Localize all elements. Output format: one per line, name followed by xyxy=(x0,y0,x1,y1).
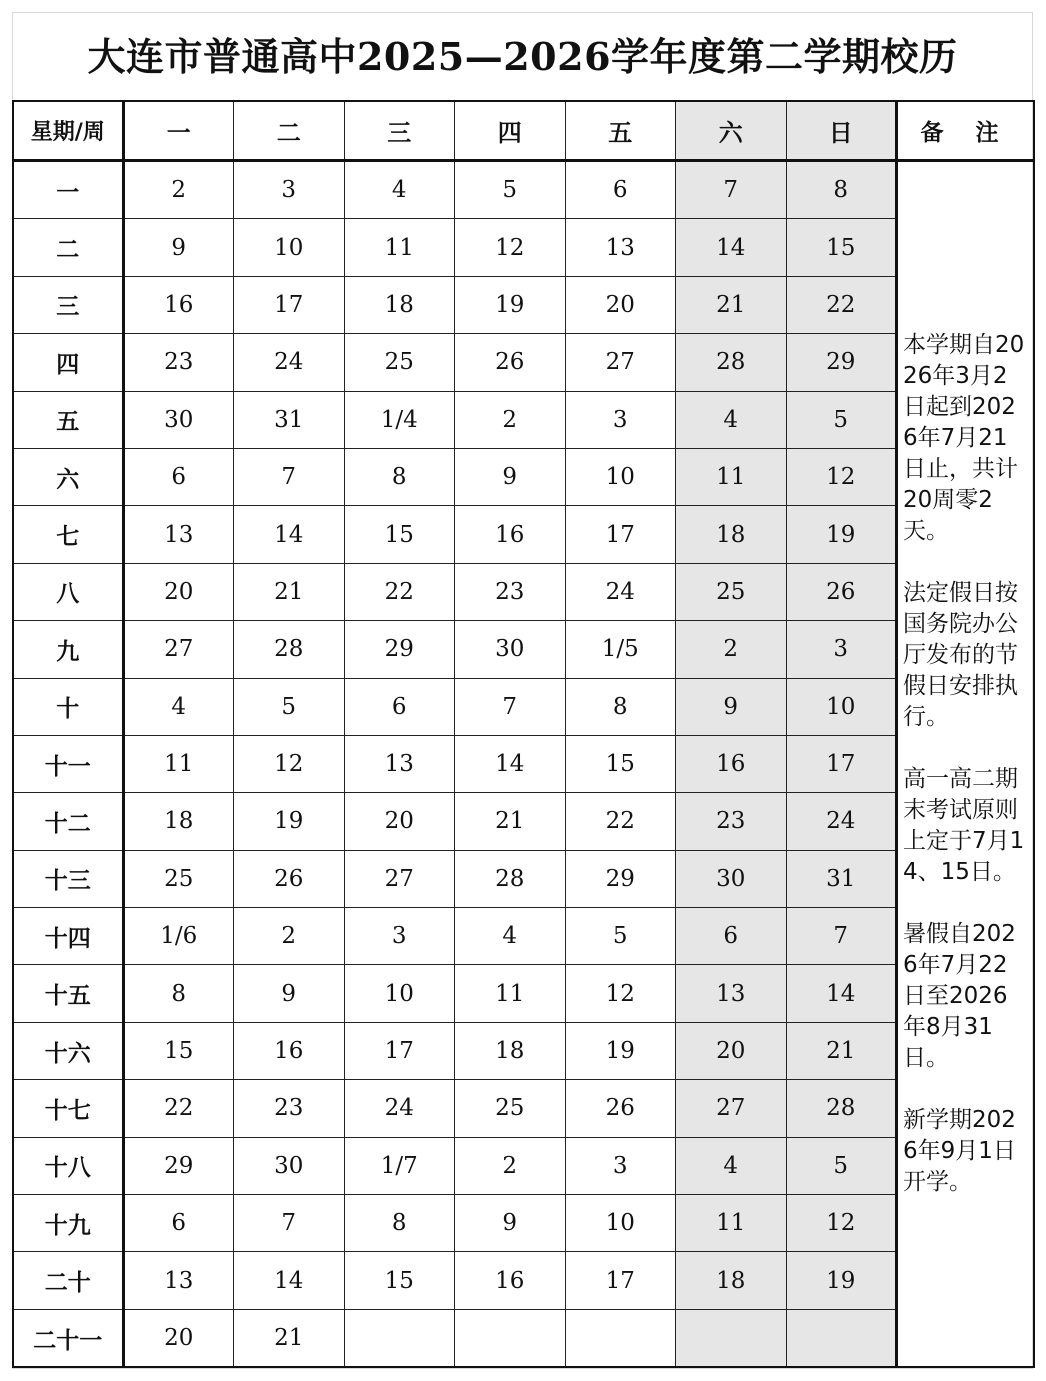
date-cell-wed: 13 xyxy=(344,735,455,792)
calendar-body xyxy=(13,161,1034,1368)
date-cell-mon: 25 xyxy=(123,850,234,907)
date-cell-tue: 31 xyxy=(234,391,345,448)
date-cell-wed: 1/4 xyxy=(344,391,455,448)
date-cell-thu: 9 xyxy=(455,448,566,505)
date-cell-mon: 1/6 xyxy=(123,908,234,965)
date-cell-thu: 5 xyxy=(455,161,566,219)
week-row xyxy=(13,735,1034,792)
date-cell-wed: 3 xyxy=(344,908,455,965)
week-number-cell: 二十一 xyxy=(13,1309,123,1367)
week-number-cell: 二 xyxy=(13,219,123,276)
header-row xyxy=(13,101,1034,161)
date-cell-thu: 25 xyxy=(455,1080,566,1137)
school-calendar-table xyxy=(12,100,1035,1368)
date-cell-fri: 22 xyxy=(565,793,676,850)
week-number-cell: 十 xyxy=(13,678,123,735)
date-cell-wed: 29 xyxy=(344,621,455,678)
date-cell-fri: 19 xyxy=(565,1022,676,1079)
date-cell-sat: 11 xyxy=(676,1195,787,1252)
date-cell-wed: 20 xyxy=(344,793,455,850)
date-cell-wed: 11 xyxy=(344,219,455,276)
date-cell-sun: 19 xyxy=(786,1252,897,1309)
day-header-sun: 日 xyxy=(786,101,897,161)
date-cell-mon: 23 xyxy=(123,334,234,391)
week-number-cell: 一 xyxy=(13,161,123,219)
date-cell-fri: 17 xyxy=(565,1252,676,1309)
week-number-cell: 十一 xyxy=(13,735,123,792)
date-cell-mon: 27 xyxy=(123,621,234,678)
date-cell-fri: 26 xyxy=(565,1080,676,1137)
date-cell-sun: 12 xyxy=(786,1195,897,1252)
date-cell-mon: 13 xyxy=(123,1252,234,1309)
date-cell-tue: 24 xyxy=(234,334,345,391)
day-header-fri: 五 xyxy=(565,101,676,161)
week-number-cell: 二十 xyxy=(13,1252,123,1309)
date-cell-thu xyxy=(455,1309,566,1367)
date-cell-tue: 19 xyxy=(234,793,345,850)
week-number-cell: 十三 xyxy=(13,850,123,907)
date-cell-wed: 25 xyxy=(344,334,455,391)
date-cell-mon: 13 xyxy=(123,506,234,563)
date-cell-thu: 16 xyxy=(455,506,566,563)
date-cell-tue: 16 xyxy=(234,1022,345,1079)
date-cell-tue: 21 xyxy=(234,1309,345,1367)
week-number-cell: 十七 xyxy=(13,1080,123,1137)
date-cell-fri: 17 xyxy=(565,506,676,563)
date-cell-thu: 2 xyxy=(455,1137,566,1194)
date-cell-tue: 5 xyxy=(234,678,345,735)
date-cell-sun: 21 xyxy=(786,1022,897,1079)
date-cell-fri: 3 xyxy=(565,1137,676,1194)
date-cell-thu: 28 xyxy=(455,850,566,907)
date-cell-tue: 12 xyxy=(234,735,345,792)
date-cell-sat: 30 xyxy=(676,850,787,907)
date-cell-sun: 19 xyxy=(786,506,897,563)
date-cell-fri: 13 xyxy=(565,219,676,276)
date-cell-thu: 12 xyxy=(455,219,566,276)
date-cell-thu: 9 xyxy=(455,1195,566,1252)
date-cell-sun: 24 xyxy=(786,793,897,850)
week-number-cell: 五 xyxy=(13,391,123,448)
week-row xyxy=(13,1022,1034,1079)
week-number-cell: 七 xyxy=(13,506,123,563)
date-cell-mon: 4 xyxy=(123,678,234,735)
date-cell-fri: 15 xyxy=(565,735,676,792)
date-cell-thu: 7 xyxy=(455,678,566,735)
date-cell-mon: 16 xyxy=(123,276,234,333)
date-cell-sat: 23 xyxy=(676,793,787,850)
day-header-tue: 二 xyxy=(234,101,345,161)
week-row xyxy=(13,161,1034,219)
date-cell-sun: 5 xyxy=(786,391,897,448)
date-cell-thu: 14 xyxy=(455,735,566,792)
date-cell-mon: 20 xyxy=(123,1309,234,1367)
week-number-cell: 十四 xyxy=(13,908,123,965)
week-row xyxy=(13,448,1034,505)
week-row xyxy=(13,1195,1034,1252)
date-cell-sun: 28 xyxy=(786,1080,897,1137)
week-row xyxy=(13,391,1034,448)
date-cell-tue: 7 xyxy=(234,448,345,505)
date-cell-wed: 27 xyxy=(344,850,455,907)
date-cell-sun: 31 xyxy=(786,850,897,907)
date-cell-fri: 24 xyxy=(565,563,676,620)
date-cell-fri: 10 xyxy=(565,1195,676,1252)
date-cell-fri: 3 xyxy=(565,391,676,448)
date-cell-mon: 9 xyxy=(123,219,234,276)
date-cell-fri: 20 xyxy=(565,276,676,333)
date-cell-tue: 10 xyxy=(234,219,345,276)
note-paragraph: 暑假自2026年7月22日至2026年8月31日。 xyxy=(903,921,1016,1072)
date-cell-wed: 6 xyxy=(344,678,455,735)
day-header-sat: 六 xyxy=(676,101,787,161)
date-cell-mon: 15 xyxy=(123,1022,234,1079)
date-cell-mon: 22 xyxy=(123,1080,234,1137)
week-row xyxy=(13,276,1034,333)
week-row xyxy=(13,563,1034,620)
date-cell-wed: 8 xyxy=(344,1195,455,1252)
date-cell-tue: 7 xyxy=(234,1195,345,1252)
date-cell-mon: 29 xyxy=(123,1137,234,1194)
date-cell-sat: 28 xyxy=(676,334,787,391)
day-header-mon: 一 xyxy=(123,101,234,161)
date-cell-sun: 5 xyxy=(786,1137,897,1194)
date-cell-sun: 15 xyxy=(786,219,897,276)
date-cell-tue: 3 xyxy=(234,161,345,219)
date-cell-sat: 25 xyxy=(676,563,787,620)
date-cell-tue: 17 xyxy=(234,276,345,333)
date-cell-sat: 16 xyxy=(676,735,787,792)
date-cell-wed: 10 xyxy=(344,965,455,1022)
date-cell-sun: 29 xyxy=(786,334,897,391)
notes-column-header: 备 注 xyxy=(897,101,1035,161)
week-row xyxy=(13,850,1034,907)
date-cell-mon: 20 xyxy=(123,563,234,620)
date-cell-mon: 8 xyxy=(123,965,234,1022)
date-cell-fri: 6 xyxy=(565,161,676,219)
date-cell-thu: 30 xyxy=(455,621,566,678)
date-cell-thu: 11 xyxy=(455,965,566,1022)
date-cell-sun xyxy=(786,1309,897,1367)
date-cell-sat: 27 xyxy=(676,1080,787,1137)
date-cell-tue: 26 xyxy=(234,850,345,907)
date-cell-sat: 11 xyxy=(676,448,787,505)
week-row xyxy=(13,621,1034,678)
date-cell-tue: 21 xyxy=(234,563,345,620)
date-cell-fri: 5 xyxy=(565,908,676,965)
date-cell-sat: 13 xyxy=(676,965,787,1022)
week-number-cell: 三 xyxy=(13,276,123,333)
day-header-thu: 四 xyxy=(455,101,566,161)
date-cell-mon: 11 xyxy=(123,735,234,792)
week-row xyxy=(13,1137,1034,1194)
date-cell-thu: 18 xyxy=(455,1022,566,1079)
week-row xyxy=(13,965,1034,1022)
date-cell-sat: 21 xyxy=(676,276,787,333)
week-row xyxy=(13,334,1034,391)
date-cell-tue: 9 xyxy=(234,965,345,1022)
date-cell-tue: 23 xyxy=(234,1080,345,1137)
date-cell-sun: 12 xyxy=(786,448,897,505)
date-cell-tue: 2 xyxy=(234,908,345,965)
week-row xyxy=(13,678,1034,735)
date-cell-mon: 18 xyxy=(123,793,234,850)
date-cell-mon: 6 xyxy=(123,448,234,505)
date-cell-sat: 9 xyxy=(676,678,787,735)
note-paragraph: 新学期2026年9月1日开学。 xyxy=(903,1107,1016,1196)
date-cell-thu: 2 xyxy=(455,391,566,448)
week-column-header: 星期/周 xyxy=(13,101,123,161)
date-cell-wed xyxy=(344,1309,455,1367)
date-cell-sat: 18 xyxy=(676,1252,787,1309)
date-cell-sat: 14 xyxy=(676,219,787,276)
week-row xyxy=(13,1252,1034,1309)
date-cell-wed: 24 xyxy=(344,1080,455,1137)
week-number-cell: 十五 xyxy=(13,965,123,1022)
date-cell-sat: 6 xyxy=(676,908,787,965)
date-cell-tue: 30 xyxy=(234,1137,345,1194)
day-header-wed: 三 xyxy=(344,101,455,161)
date-cell-tue: 28 xyxy=(234,621,345,678)
date-cell-fri: 10 xyxy=(565,448,676,505)
date-cell-thu: 23 xyxy=(455,563,566,620)
date-cell-fri: 12 xyxy=(565,965,676,1022)
date-cell-sun: 7 xyxy=(786,908,897,965)
date-cell-sat: 7 xyxy=(676,161,787,219)
date-cell-thu: 4 xyxy=(455,908,566,965)
date-cell-wed: 1/7 xyxy=(344,1137,455,1194)
note-paragraph: 法定假日按国务院办公厅发布的节假日安排执行。 xyxy=(903,580,1018,731)
date-cell-fri xyxy=(565,1309,676,1367)
date-cell-sat: 2 xyxy=(676,621,787,678)
date-cell-sat: 18 xyxy=(676,506,787,563)
week-row xyxy=(13,1080,1034,1137)
date-cell-fri: 29 xyxy=(565,850,676,907)
date-cell-wed: 22 xyxy=(344,563,455,620)
week-number-cell: 四 xyxy=(13,334,123,391)
date-cell-thu: 19 xyxy=(455,276,566,333)
week-number-cell: 十六 xyxy=(13,1022,123,1079)
week-number-cell: 十二 xyxy=(13,793,123,850)
page-title: 大连市普通高中2025—2026学年度第二学期校历 xyxy=(87,34,958,79)
date-cell-wed: 15 xyxy=(344,1252,455,1309)
date-cell-mon: 2 xyxy=(123,161,234,219)
date-cell-fri: 8 xyxy=(565,678,676,735)
date-cell-fri: 27 xyxy=(565,334,676,391)
week-number-cell: 十八 xyxy=(13,1137,123,1194)
date-cell-wed: 8 xyxy=(344,448,455,505)
note-paragraph: 本学期自2026年3月2日起到2026年7月21日止，共计20周零2天。 xyxy=(903,332,1025,545)
date-cell-sat xyxy=(676,1309,787,1367)
date-cell-tue: 14 xyxy=(234,1252,345,1309)
date-cell-mon: 30 xyxy=(123,391,234,448)
date-cell-sun: 8 xyxy=(786,161,897,219)
notes-cell xyxy=(897,161,1035,1368)
date-cell-sun: 26 xyxy=(786,563,897,620)
date-cell-wed: 15 xyxy=(344,506,455,563)
date-cell-sun: 14 xyxy=(786,965,897,1022)
date-cell-thu: 21 xyxy=(455,793,566,850)
week-number-cell: 十九 xyxy=(13,1195,123,1252)
note-paragraph: 高一高二期末考试原则上定于7月14、15日。 xyxy=(903,766,1025,886)
date-cell-tue: 14 xyxy=(234,506,345,563)
date-cell-mon: 6 xyxy=(123,1195,234,1252)
date-cell-thu: 16 xyxy=(455,1252,566,1309)
week-number-cell: 六 xyxy=(13,448,123,505)
date-cell-fri: 1/5 xyxy=(565,621,676,678)
date-cell-sun: 22 xyxy=(786,276,897,333)
week-row xyxy=(13,219,1034,276)
date-cell-sun: 3 xyxy=(786,621,897,678)
date-cell-wed: 4 xyxy=(344,161,455,219)
week-row xyxy=(13,793,1034,850)
date-cell-thu: 26 xyxy=(455,334,566,391)
week-number-cell: 九 xyxy=(13,621,123,678)
week-row xyxy=(13,506,1034,563)
date-cell-sun: 17 xyxy=(786,735,897,792)
date-cell-sun: 10 xyxy=(786,678,897,735)
date-cell-sat: 4 xyxy=(676,391,787,448)
date-cell-wed: 17 xyxy=(344,1022,455,1079)
week-row xyxy=(13,1309,1034,1367)
week-number-cell: 八 xyxy=(13,563,123,620)
date-cell-wed: 18 xyxy=(344,276,455,333)
date-cell-sat: 4 xyxy=(676,1137,787,1194)
date-cell-sat: 20 xyxy=(676,1022,787,1079)
week-row xyxy=(13,908,1034,965)
